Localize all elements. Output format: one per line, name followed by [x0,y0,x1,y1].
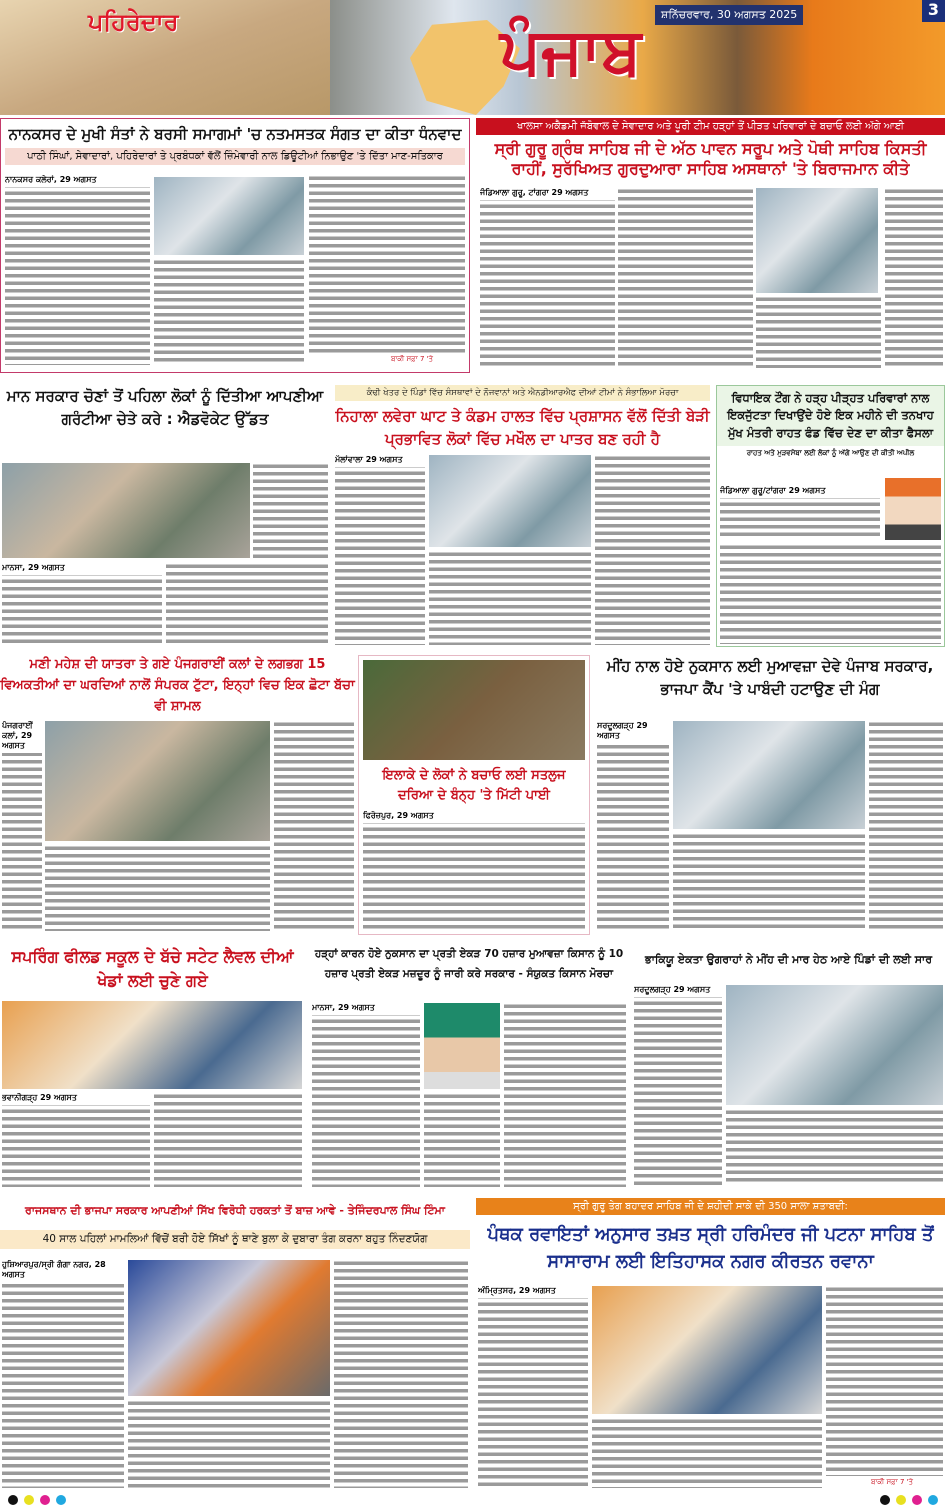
subhead: ਰਾਹਤ ਅਤੇ ਮੁੜਵਸੇਬਾ ਲਈ ਲੋਕਾਂ ਨੂੰ ਅੱਗੇ ਆਉਣ ਦੀ ਕੀਤੀ ਅਪੀਲ [746,448,915,457]
headline: ਵਿਧਾਇਕ ਟੌਂਗ ਨੇ ਹੜ੍ਹ ਪੀੜ੍ਹਤ ਪਰਿਵਾਰਾਂ ਨਾਲ ਇਕਜੁੱਟਤਾ ਦਿਖਾਉਂਦੇ ਹੋਏ ਇਕ ਮਹੀਨੇ ਦੀ ਤਨਖਾਹ ਮੁੱਖ ਮੰਤਰੀ ਰਾਹਤ ਫੰਡ ਵਿੱਚ ਦੇਣ ਦਾ ਕੀਤਾ ਫੈਸਲਾ [727,391,934,440]
kicker: ਸ੍ਰੀ ਗੁਰੂ ਤੇਗ ਬਹਾਦਰ ਸਾਹਿਬ ਜੀ ਦੇ ਸ਼ਹੀਦੀ ਸਾਕੇ ਦੀ 350 ਸਾਲਾ ਸ਼ਤਾਬਦੀ: [476,1198,945,1215]
dateline: ਹੁਸ਼ਿਆਰਪੁਰ/ਸ੍ਰੀ ਗੰਗਾ ਨਗਰ, 28 ਅਗਸਤ [2,1260,124,1282]
article-body [634,985,722,1185]
mla-portrait [885,478,941,540]
section-title: ਪੰਜਾਬ [500,14,642,89]
article-mla-tong [716,385,945,647]
article-body-col3 [595,455,710,645]
headline: ਮਣੀ ਮਹੇਸ਼ ਦੀ ਯਾਤਰਾ ਤੇ ਗਏ ਪੰਜਗਰਾਈਂ ਕਲਾਂ ਦੇ ਲਗਭਗ 15 ਵਿਅਕਤੀਆਂ ਦਾ ਘਰਦਿਆਂ ਨਾਲੋਂ ਸੰਪਰਕ ਟੁੱਟਾ, ਇਨ੍ਹਾਂ ਵਿਚ ਇਕ ਛੋਟਾ ਬੱਚਾ ਵੀ ਸ਼ਾਮਲ [0,657,355,714]
article-photo [45,721,270,841]
article-body [2,721,42,931]
article-body-col2 [2,563,162,645]
registration-mark [8,1495,18,1505]
article-photo [756,188,878,293]
article-nanaksar [0,118,470,373]
article-body-col2 [429,551,591,645]
article-photo [726,985,943,1105]
article-bku-ugrahan [632,945,945,1190]
dateline: ਸਰਦੂਲਗੜ੍ਹ 29 ਅਗਸਤ [597,721,669,743]
article-body [597,721,669,931]
article-body-col2 [726,1109,943,1185]
article-sanyukt-kisan-morcha [310,945,628,1190]
article-body [335,455,425,645]
headline: ਮੀਂਹ ਨਾਲ ਹੋਏ ਨੁਕਸਾਨ ਲਈ ਮੁਆਵਜ਼ਾ ਦੇਵੇ ਪੰਜਾਬ ਸਰਕਾਰ, ਭਾਜਪਾ ਕੈਂਪ 'ਤੇ ਪਾਬੰਦੀ ਹਟਾਉਣ ਦੀ ਮੰਗ [606,657,934,699]
article-photo [128,1260,330,1396]
headline: ਪੰਥਕ ਰਵਾਇਤਾਂ ਅਨੁਸਾਰ ਤਖ਼ਤ ਸ੍ਰੀ ਹਰਿਮੰਦਰ ਜੀ ਪਟਨਾ ਸਾਹਿਬ ਤੋਂ ਸਾਸਾਰਾਮ ਲਈ ਇਤਿਹਾਸਕ ਨਗਰ ਕੀਰਤਨ ਰਵਾਨਾ [487,1224,934,1272]
article-satluj-bund [358,655,590,935]
article-body [363,811,585,931]
article-body [312,1003,420,1187]
registration-mark [880,1495,890,1505]
issue-date: ਸ਼ਨਿੱਚਰਵਾਰ, 30 ਅਗਸਤ 2025 [655,5,803,25]
headline: ਸ੍ਰੀ ਗੁਰੂ ਗ੍ਰੰਥ ਸਾਹਿਬ ਜੀ ਦੇ ਅੱਠ ਪਾਵਨ ਸਰੂਪ ਅਤੇ ਪੋਥੀ ਸਾਹਿਬ ਕਿਸਤੀ ਰਾਹੀਂ, ਸੁਰੱਖਿਅਤ ਗੁਰਦੁਆਰਾ ਸਾਹਿਬ ਅਸਥਾਨਾਂ 'ਤੇ ਬਿਰਾਜਮਾਨ ਕੀਤੇ [494,139,927,178]
article-body-col3 [826,1286,943,1476]
article-photo [154,177,304,255]
subhead: ਪਾਠੀ ਸਿੰਘਾਂ, ਸੇਵਾਦਾਰਾਂ, ਪਹਿਰੇਦਾਰਾਂ ਤੇ ਪ੍ਰਬੰਧਕਾਂ ਵੱਲੋਂ ਜ਼ਿੰਮੇਵਾਰੀ ਨਾਲ ਡਿਊਟੀਆਂ ਨਿਭਾਉਣ 'ਤੇ ਦਿੱਤਾ ਮਾਣ-ਸਤਿਕਾਰ [5,148,465,165]
dateline: ਮਾਨਸਾ, 29 ਅਗਸਤ [2,563,162,575]
article-photo [2,463,250,558]
article-body [720,486,880,536]
article-body-col3 [274,721,354,931]
article-body [480,188,615,368]
article-body [5,175,150,365]
dateline: ਫਿਰੋਜ਼ਪੁਰ, 29 ਅਗਸਤ [363,811,585,823]
article-photo [2,1001,302,1089]
article-body-col2 [592,1418,822,1488]
headline: ਰਾਜਸਥਾਨ ਦੀ ਭਾਜਪਾ ਸਰਕਾਰ ਆਪਣੀਆਂ ਸਿੱਖ ਵਿਰੋਧੀ ਹਰਕਤਾਂ ਤੋਂ ਬਾਜ਼ ਆਵੇ - ਤੇਜਿੰਦਰਪਾਲ ਸਿੰਘ ਟਿੰਮਾ [25,1204,445,1217]
kicker: ਕੰਢੀ ਖੇਤਰ ਦੇ ਪਿੰਡਾਂ ਵਿੱਚ ਸੰਸਥਾਵਾਂ ਦੇ ਨੌਜਵਾਨਾਂ ਅਤੇ ਐਨਡੀਆਰਐਫ ਦੀਆਂ ਟੀਮਾਂ ਨੇ ਸੰਭਾਲਿਆ ਮੋਰਚਾ [335,385,710,401]
article-body-col3 [309,175,465,355]
article-body-col2 [618,188,753,368]
dateline: ਜੰਡਿਆਲਾ ਗੁਰੂ/ਟਾਂਗਰਾ 29 ਅਗਸਤ [720,486,880,498]
continued-note: ਬਾਕੀ ਸਫ਼ਾ 7 'ਤੇ [871,1478,914,1486]
article-body-col2 [720,544,941,644]
article-photo [592,1286,822,1414]
registration-mark [56,1495,66,1505]
article-khalsa-academy [476,118,945,373]
article-photo [429,455,591,547]
dateline: ਜੰਡਿਆਲਾ ਗੁਰੂ, ਟਾਂਗਰਾ 29 ਅਗਸਤ [480,188,615,200]
article-spring-field-school [0,945,305,1190]
article-body-col3 [334,1260,468,1488]
headline: ਨਾਨਕਸਰ ਦੇ ਮੁਖੀ ਸੰਤਾਂ ਨੇ ਬਰਸੀ ਸਮਾਗਮਾਂ 'ਚ ਨਤਮਸਤਕ ਸੰਗਤ ਦਾ ਕੀਤਾ ਧੰਨਵਾਦ [8,125,462,143]
article-nihala-lavera [335,385,710,647]
registration-mark [40,1495,50,1505]
dateline: ਪੰਜਗਰਾਈਂ ਕਲਾਂ, 29 ਅਗਸਤ [2,721,42,753]
dateline: ਨਾਨਕਸਰ ਕਲੇਰਾਂ, 29 ਅਗਸਤ [5,175,150,187]
registration-mark [896,1495,906,1505]
dateline: ਸਰਦੂਲਗੜ੍ਹ 29 ਅਗਸਤ [634,985,722,997]
registration-mark [928,1495,938,1505]
article-body-col2 [128,1400,330,1488]
newspaper-logo: ਪਹਿਰੇਦਾਰ [88,8,179,36]
article-body [2,1260,124,1488]
article-mani-mahesh [0,655,355,935]
article-body [253,463,328,558]
dateline: ਮੱਲਾਂਵਾਲਾ 29 ਅਗਸਤ [335,455,425,467]
article-patna-sahib-nagar-kirtan [476,1198,945,1492]
kicker: ਖਾਲਸਾ ਅਕੈਡਮੀ ਜੱਬੋਵਾਲ ਦੇ ਸੇਵਾਦਾਰ ਅਤੇ ਪੂਰੀ ਟੀਮ ਹੜ੍ਹਾਂ ਤੋਂ ਪੀੜਤ ਪਰਿਵਾਰਾਂ ਦੇ ਬਚਾਓ ਲਈ ਅੱਗੇ ਆਈ [476,118,945,135]
headline: ਹੜ੍ਹਾਂ ਕਾਰਨ ਹੋਏ ਨੁਕਸਾਨ ਦਾ ਪ੍ਰਤੀ ਏਕੜ 70 ਹਜ਼ਾਰ ਮੁਆਵਜ਼ਾ ਕਿਸਾਨ ਨੂੰ 10 ਹਜ਼ਾਰ ਪ੍ਰਤੀ ਏਕੜ ਮਜ਼ਦੂਰ ਨੂੰ ਜਾਰੀ ਕਰੇ ਸਰਕਾਰ - ਸੰਯੁਕਤ ਕਿਸਾਨ ਮੋਰਚਾ [314,948,624,980]
article-body-col4 [885,188,943,368]
article-body [478,1286,588,1488]
registration-mark [912,1495,922,1505]
subhead: 40 ਸਾਲ ਪਹਿਲਾਂ ਮਾਮਲਿਆਂ ਵਿੱਚੋਂ ਬਰੀ ਹੋਏ ਸਿੱਖਾਂ ਨੂੰ ਥਾਣੇ ਬੁਲਾ ਕੇ ਦੁਬਾਰਾ ਤੰਗ ਕਰਨਾ ਬਹੁਤ ਨਿੰਦਣਯੋਗ [0,1230,470,1249]
article-body-col2 [424,1093,500,1187]
article-body-col2 [154,1093,302,1187]
registration-mark [24,1495,34,1505]
headline: ਨਿਹਾਲਾ ਲਵੇਰਾ ਘਾਟ ਤੇ ਕੰਡਮ ਹਾਲਤ ਵਿੱਚ ਪ੍ਰਸ਼ਾਸਨ ਵੱਲੋਂ ਦਿੱਤੀ ਬੇੜੀ ਪ੍ਰਭਾਵਿਤ ਲੋਕਾਂ ਵਿੱਚ ਮਖੌਲ ਦਾ ਪਾਤਰ ਬਣ ਰਹੀ ਹੈ [335,407,710,448]
article-body [2,1093,150,1187]
dateline: ਅੰਮ੍ਰਿਤਸਰ, 29 ਅਗਸਤ [478,1286,588,1298]
article-photo [363,660,585,760]
article-body-col3 [756,296,881,368]
continued-note: ਬਾਕੀ ਸਫ਼ਾ 7 'ਤੇ [391,355,434,363]
article-mann-sarkar [0,385,330,647]
headline: ਇਲਾਕੇ ਦੇ ਲੋਕਾਂ ਨੇ ਬਚਾਓ ਲਈ ਸਤਲੁਜ ਦਰਿਆ ਦੇ ਬੰਨ੍ਹ 'ਤੇ ਮਿੱਟੀ ਪਾਈ [382,768,566,803]
headline: ਭਾਕਿਯੂ ਏਕਤਾ ਉਗਰਾਹਾਂ ਨੇ ਮੀਂਹ ਦੀ ਮਾਰ ਹੇਠ ਆਏ ਪਿੰਡਾਂ ਦੀ ਲਈ ਸਾਰ [644,953,933,966]
article-body-col3 [504,1003,626,1187]
article-body-col3 [869,721,943,931]
article-compensation-bjp [595,655,945,935]
article-body-col2 [45,845,270,931]
dateline: ਮਾਨਸਾ, 29 ਅਗਸਤ [312,1003,420,1015]
article-body-col2 [154,259,304,365]
article-body-col2 [673,833,865,931]
headline: ਮਾਨ ਸਰਕਾਰ ਚੋਣਾਂ ਤੋਂ ਪਹਿਲਾ ਲੋਕਾਂ ਨੂੰ ਦਿੱਤੀਆ ਆਪਣੀਆ ਗਰੰਟੀਆ ਚੇਤੇ ਕਰੇ : ਐਡਵੋਕੇਟ ਉੱਡਤ [6,387,324,429]
headline: ਸਪਰਿੰਗ ਫੀਲਡ ਸਕੂਲ ਦੇ ਬੱਚੇ ਸਟੇਟ ਲੈਵਲ ਦੀਆਂ ਖੇਡਾਂ ਲਈ ਚੁਣੇ ਗਏ [11,947,294,990]
dateline: ਭਵਾਨੀਗੜ੍ਹ 29 ਅਗਸਤ [2,1093,150,1105]
leader-portrait [424,1003,500,1089]
page-number: 3 [922,0,945,22]
article-body-col3 [166,563,328,645]
article-photo [673,721,865,829]
article-rajasthan-bjp [0,1200,470,1492]
